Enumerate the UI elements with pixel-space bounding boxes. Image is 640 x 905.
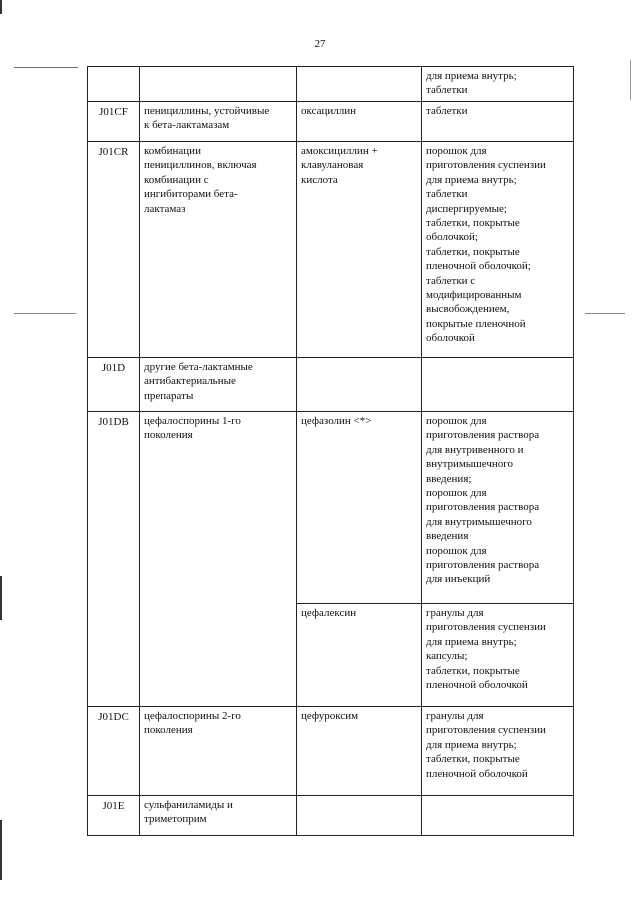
dosage-form: гранулы для приготовления суспензии для приема внутрь; таблетки, покрытые пленочной оболочкой [426,710,546,780]
group-cell [140,67,297,102]
scan-edge-mark [0,820,2,880]
atc-code-cell [88,358,140,412]
drug-cell [297,604,422,707]
atc-code: J01CR [98,146,129,158]
drug-name: цефуроксим [301,710,359,722]
atc-code: J01D [101,362,126,374]
table-row [88,796,574,836]
group-cell [140,707,297,796]
form-cell [422,604,574,707]
atc-code: J01E [102,800,125,812]
pharmacological-group: сульфаниламиды и триметоприм [144,799,233,826]
scan-edge-mark [630,60,631,100]
drug-cell [297,707,422,796]
dosage-form: таблетки [426,105,468,117]
table-row [88,412,574,604]
dosage-form: гранулы для приготовления суспензии для приема внутрь; капсулы; таблетки, покрытые пленочной оболочкой [426,607,546,692]
table-row [88,102,574,142]
form-cell [422,67,574,102]
pharmacological-group: пенициллины, устойчивые к бета-лактамазам [144,105,270,132]
dosage-form: для приема внутрь; таблетки [426,70,517,97]
atc-code-cell [88,67,140,102]
atc-code: J01DB [98,416,129,428]
atc-code-cell [88,707,140,796]
dosage-form: порошок для приготовления суспензии для приема внутрь; таблетки диспергируемые; таблетки, покрытые оболочкой; таблетки, покрытые пленочной оболочкой; таблетки с модифицированным высвобождением, покрытые пленочной оболочкой [426,145,546,345]
scan-dash-line [14,67,78,68]
drug-cell [297,142,422,358]
atc-code: J01DC [98,711,129,723]
group-cell [140,796,297,836]
table-row [88,358,574,412]
atc-code-cell [88,796,140,836]
drug-cell [297,67,422,102]
drug-name: оксациллин [301,105,356,117]
form-cell [422,358,574,412]
form-cell [422,707,574,796]
drug-cell [297,412,422,604]
pharmacological-group: комбинации пенициллинов, включая комбинации с ингибиторами бета- лактамаз [144,145,257,215]
form-cell [422,796,574,836]
form-cell [422,102,574,142]
page-number: 27 [314,38,326,50]
drug-cell [297,102,422,142]
atc-code-cell [88,142,140,358]
drug-cell [297,796,422,836]
scan-dash-line [14,313,76,314]
pharmacological-group: цефалоспорины 2-го поколения [144,710,241,737]
dosage-form: порошок для приготовления раствора для внутривенного и внутримышечного введения; порошок для приготовления раствора для внутримышечного введения порошок для приготовления раствора для инъекций [426,415,540,586]
drug-cell [297,358,422,412]
table-row [88,707,574,796]
table-row [88,67,574,102]
form-cell [422,142,574,358]
drug-name: цефалексин [301,607,357,619]
atc-code-cell [88,102,140,142]
group-cell [140,412,297,707]
atc-code: J01CF [99,106,128,118]
scan-edge-mark [0,576,2,620]
drug-name: амоксициллин + клавулановая кислота [301,145,378,186]
pharmacological-group: цефалоспорины 1-го поколения [144,415,241,442]
group-cell [140,142,297,358]
table-row [88,142,574,358]
drug-name: цефазолин <*> [301,415,372,427]
drug-table [87,66,574,836]
group-cell [140,102,297,142]
atc-code-cell [88,412,140,707]
scan-dash-line [585,313,625,314]
form-cell [422,412,574,604]
pharmacological-group: другие бета-лактамные антибактериальные препараты [144,361,253,402]
scan-edge-mark [0,0,2,14]
group-cell [140,358,297,412]
